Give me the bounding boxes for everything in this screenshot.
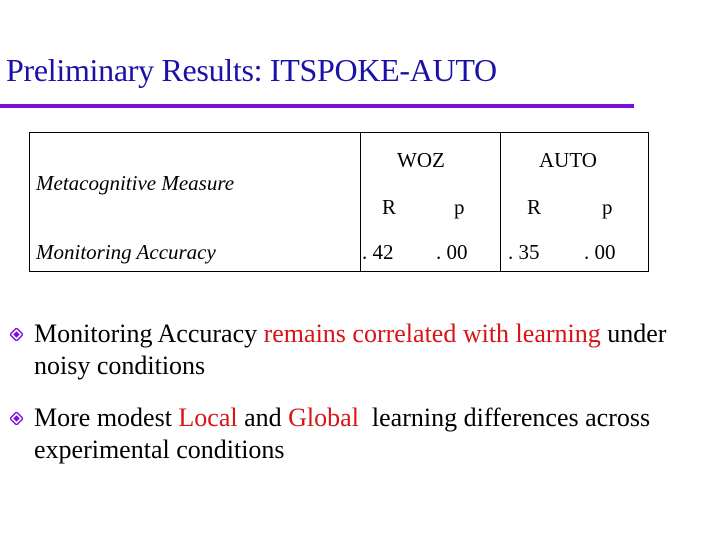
monitoring-accuracy-row-label: Monitoring Accuracy (36, 240, 216, 264)
woz-p-value: . 00 (436, 240, 468, 264)
woz-p-header: p (454, 195, 465, 219)
highlighted-text: remains correlated with learning (263, 319, 601, 348)
results-table (29, 132, 649, 272)
metacognitive-measure-header: Metacognitive Measure (36, 171, 235, 195)
highlighted-text: Local (178, 403, 238, 432)
slide-title: Preliminary Results: ITSPOKE-AUTO (6, 52, 497, 88)
bullet-item-2 (10, 402, 710, 466)
woz-r-value: . 42 (362, 240, 394, 264)
auto-p-value: . 00 (584, 240, 616, 264)
woz-header: WOZ (397, 148, 445, 172)
auto-header: AUTO (539, 148, 597, 172)
bullet-text-segment: learning differences across experimental conditions (34, 403, 657, 464)
bullet-item-1 (10, 318, 710, 382)
woz-r-header: R (382, 195, 397, 219)
auto-p-header: p (602, 195, 613, 219)
bullet-text-segment: Monitoring Accuracy (34, 319, 264, 348)
diamond-bullet-icon (10, 328, 23, 341)
bullet-text-segment: More modest (34, 403, 179, 432)
highlighted-text: Global (288, 403, 359, 432)
diamond-bullet-icon (10, 412, 23, 425)
title-underline (0, 104, 634, 108)
bullet-text-segment: under noisy conditions (34, 319, 667, 380)
auto-r-value: . 35 (508, 240, 540, 264)
auto-r-header: R (527, 195, 542, 219)
table-divider (360, 133, 361, 271)
bullet-text-segment: and (237, 403, 289, 432)
bullet-text-2 (34, 402, 710, 466)
table-divider (500, 133, 501, 271)
bullet-text-1 (34, 318, 710, 382)
